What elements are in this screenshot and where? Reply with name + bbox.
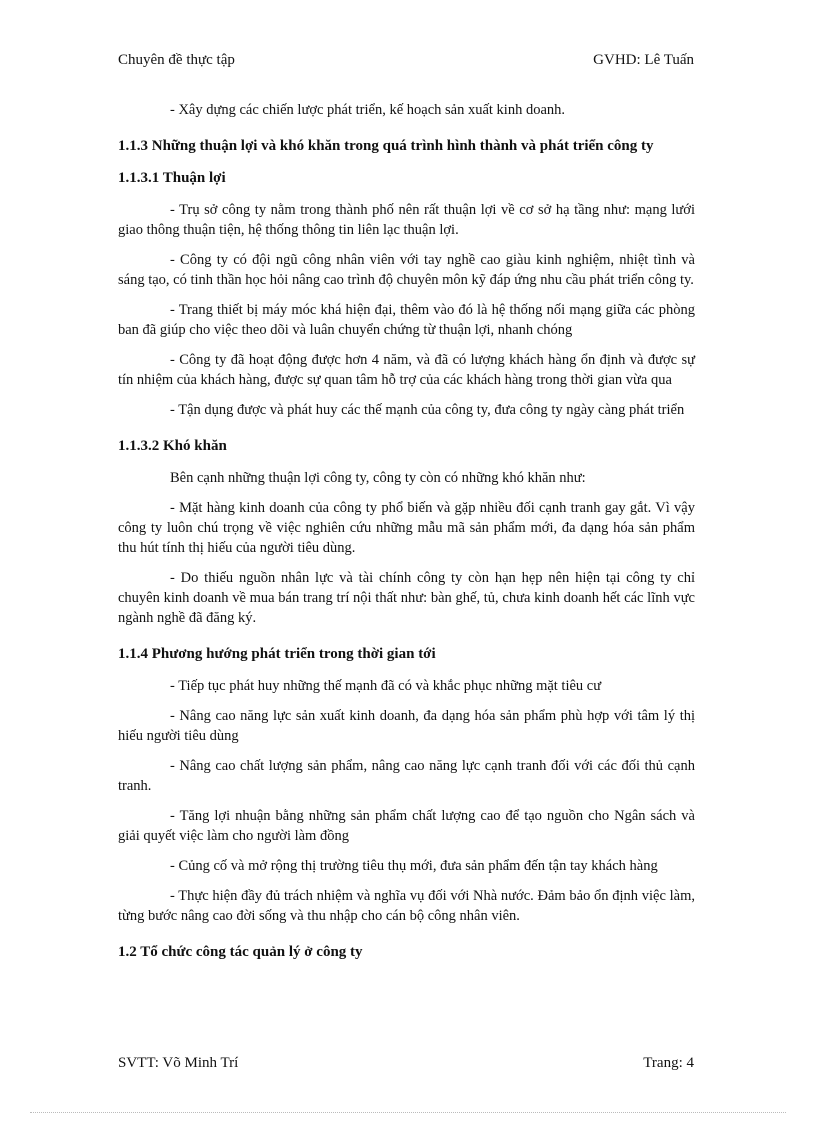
advantage-paragraph: - Công ty có đội ngũ công nhân viên với tay nghề cao giàu kinh nghiệm, nhiệt tình và sáng tạo, có tinh thần học hỏi nâng cao trình độ chuyên môn kỹ đáp ứng nhu cầu phát triển công ty. — [118, 252, 695, 288]
page-break-line — [30, 1112, 786, 1113]
footer-page-number: Trang: 4 — [643, 1055, 694, 1071]
difficulty-paragraph: - Mặt hàng kinh doanh của công ty phổ biến và gặp nhiều đối cạnh tranh gay gắt. Vì vậy công ty luôn chú trọng về việc nghiên cứu những mẫu mã sản phẩm mới, đa dạng hóa sản phẩm thu hút tính thị hiếu của người tiêu dùng. — [118, 500, 695, 556]
direction-paragraph: - Tiếp tục phát huy những thế mạnh đã có và khắc phục những mặt tiêu cư — [170, 678, 602, 694]
heading-1-1-3: 1.1.3 Những thuận lợi và khó khăn trong quá trình hình thành và phát triển công ty — [118, 138, 654, 154]
heading-1-2: 1.2 Tổ chức công tác quản lý ở công ty — [118, 944, 363, 960]
direction-paragraph: - Tăng lợi nhuận bằng những sản phẩm chất lượng cao để tạo nguồn cho Ngân sách và giải quyết việc làm cho người làm đồng — [118, 808, 695, 844]
advantage-paragraph: - Tận dụng được và phát huy các thế mạnh của công ty, đưa công ty ngày càng phát triển — [170, 402, 685, 418]
advantage-paragraph: - Trụ sở công ty nằm trong thành phố nên rất thuận lợi về cơ sở hạ tầng như: mạng lưới giao thông thuận tiện, hệ thống thông tin liên lạc thuận lợi. — [118, 202, 695, 238]
direction-paragraph: - Thực hiện đầy đủ trách nhiệm và nghĩa vụ đối với Nhà nước. Đảm bảo ổn định việc làm, từng bước nâng cao đời sống và thu nhập cho cán bộ công nhân viên. — [118, 888, 695, 924]
difficulty-intro: Bên cạnh những thuận lợi công ty, công ty còn có những khó khăn như: — [170, 470, 586, 486]
direction-paragraph: - Nâng cao chất lượng sản phẩm, nâng cao năng lực cạnh tranh đối với các đối thủ cạnh tranh. — [118, 758, 695, 794]
header-advisor: GVHD: Lê Tuấn — [593, 52, 694, 68]
direction-paragraph: - Củng cố và mở rộng thị trường tiêu thụ mới, đưa sản phẩm đến tận tay khách hàng — [170, 858, 658, 874]
document-body — [118, 100, 695, 974]
intro-paragraph: - Xây dựng các chiến lược phát triển, kế hoạch sản xuất kinh doanh. — [170, 102, 566, 118]
direction-paragraph: - Nâng cao năng lực sản xuất kinh doanh, đa dạng hóa sản phẩm phù hợp với tâm lý thị hiếu người tiêu dùng — [118, 708, 695, 744]
advantage-paragraph: - Trang thiết bị máy móc khá hiện đại, thêm vào đó là hệ thống nối mạng giữa các phòng ban đã giúp cho việc theo dõi và luân chuyển chứng từ thuận lợi, nhanh chóng — [118, 302, 695, 338]
footer-student: SVTT: Võ Minh Trí — [118, 1055, 239, 1071]
difficulty-paragraph: - Do thiếu nguồn nhân lực và tài chính công ty còn hạn hẹp nên hiện tại công ty chỉ chuyên kinh doanh về mua bán trang trí nội thất như: bàn ghế, tủ, chưa kinh doanh hết các lĩnh vực ngành nghề đã đăng ký. — [118, 570, 695, 626]
heading-1-1-3-1: 1.1.3.1 Thuận lợi — [118, 170, 226, 186]
heading-1-1-3-2: 1.1.3.2 Khó khăn — [118, 438, 227, 454]
heading-1-1-4: 1.1.4 Phương hướng phát triển trong thời gian tới — [118, 646, 436, 662]
advantage-paragraph: - Công ty đã hoạt động được hơn 4 năm, và đã có lượng khách hàng ổn định và được sự tín nhiệm của khách hàng, được sự quan tâm hỗ trợ của các khách hàng trong thời gian vừa qua — [118, 352, 695, 388]
header-title: Chuyên đề thực tập — [118, 52, 235, 68]
